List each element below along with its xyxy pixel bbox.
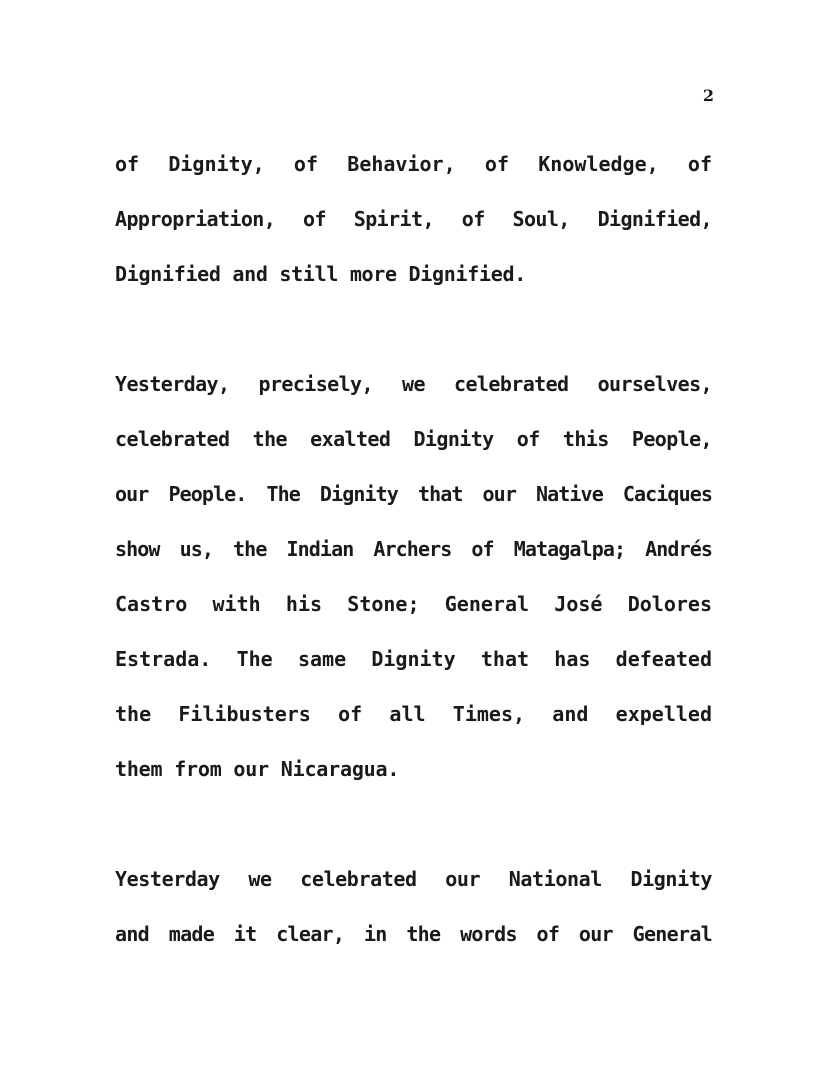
text-line: and made it clear, in the words of our General [115, 922, 712, 946]
page-number: 2 [702, 86, 714, 105]
text-line: Yesterday we celebrated our National Dignity [115, 867, 712, 891]
text-line: Appropriation, of Spirit, of Soul, Dignified, [115, 207, 712, 231]
text-line: Yesterday, precisely, we celebrated ourselves, [115, 372, 712, 396]
text-line: of Dignity, of Behavior, of Knowledge, of [115, 152, 712, 176]
text-line: them from our Nicaragua. [115, 757, 400, 781]
text-line: show us, the Indian Archers of Matagalpa; Andrés [115, 537, 712, 561]
text-line: our People. The Dignity that our Native Caciques [115, 482, 712, 506]
text-line: celebrated the exalted Dignity of this People, [115, 427, 712, 451]
text-line: Dignified and still more Dignified. [115, 262, 526, 286]
text-line: the Filibusters of all Times, and expelled [115, 702, 712, 726]
text-line: Castro with his Stone; General José Dolores [115, 592, 712, 616]
text-line: Estrada. The same Dignity that has defeated [115, 647, 712, 671]
